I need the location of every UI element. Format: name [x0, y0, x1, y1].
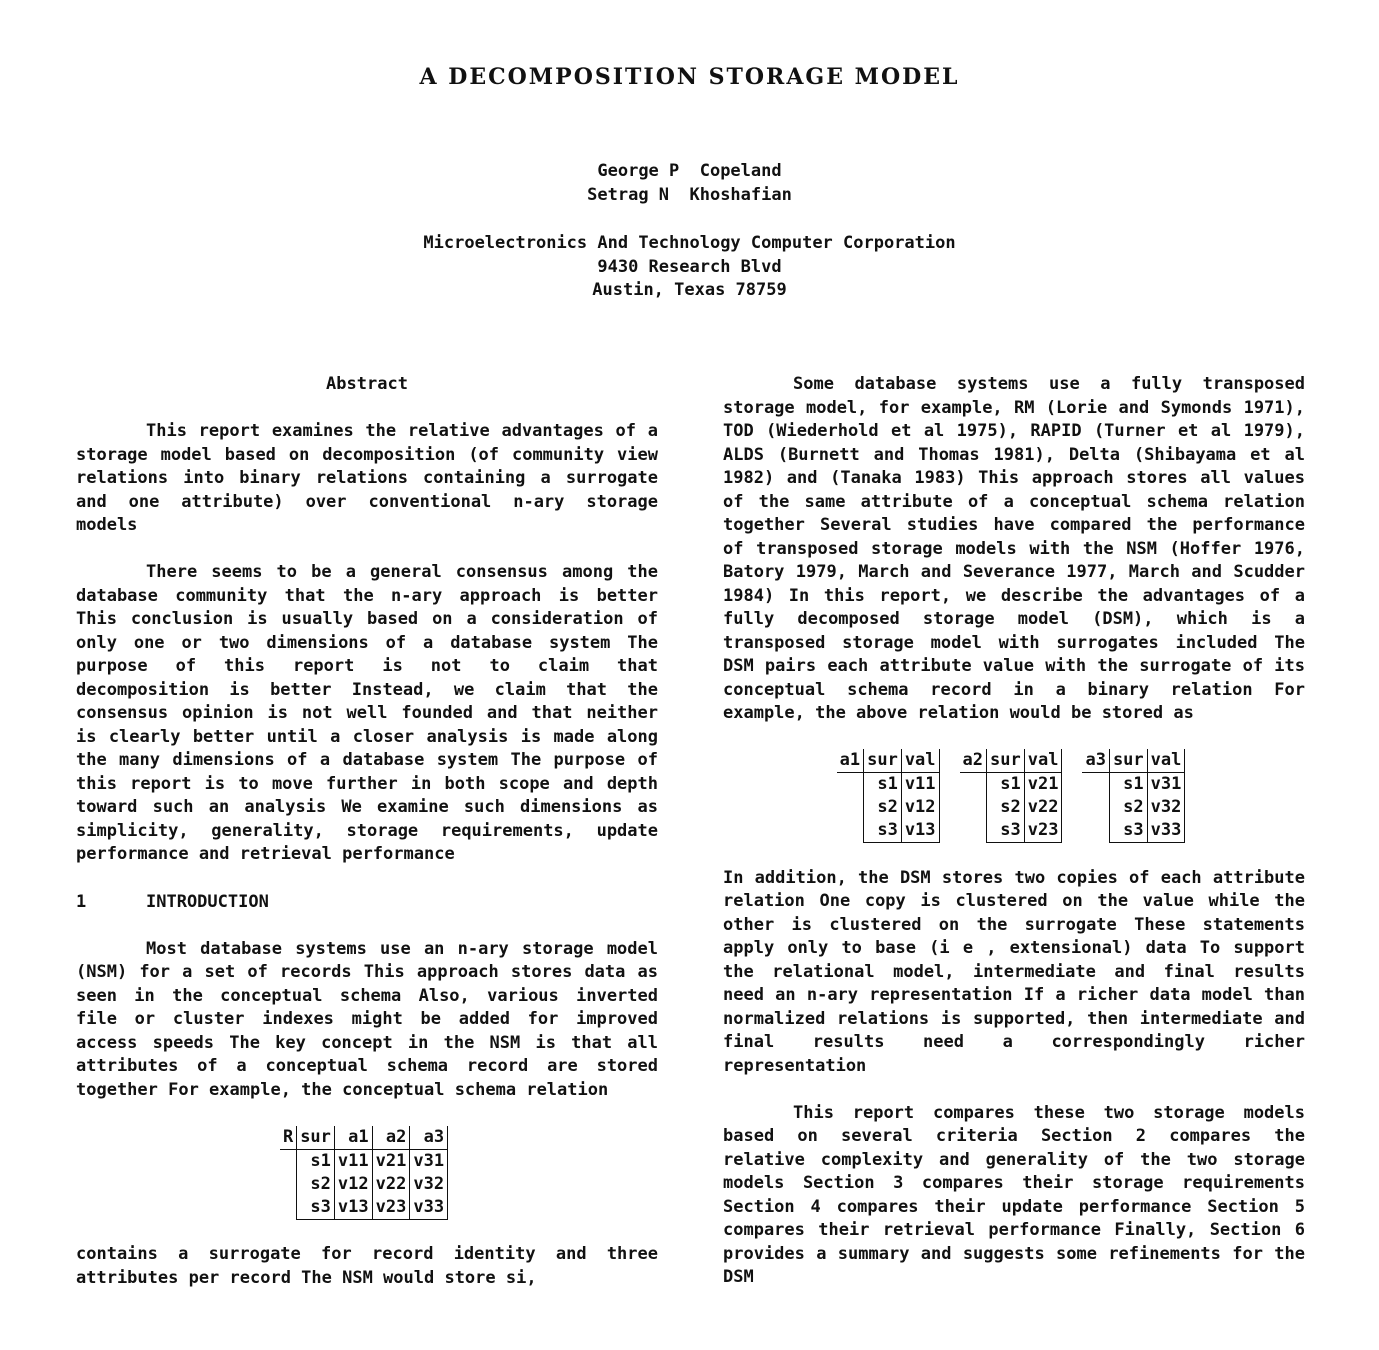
table-cell: v22 [372, 1173, 410, 1196]
table-cell: v13 [901, 819, 939, 843]
table-cell: v31 [1147, 773, 1185, 797]
relation-name: a1 [837, 749, 864, 773]
abstract-paragraph: There seems to be a general consensus among the database community that the n-ary approach is better This conclusion is usually based on a consideration of only one or two dimensions of a database system The purpose of this report is not to claim that decomposition is better Instead, we claim that the consensus opinion is not well founded and that neither is clearly better until a closer analysis is made along the many dimensions of a database system The purpose of this report is to move further in both scope and depth toward such an analysis We examine such dimensions as simplicity, generality, storage requirements, update performance and retrieval performance [76, 562, 658, 864]
section-title: INTRODUCTION [146, 891, 269, 912]
abstract-paragraph: This report examines the relative advantages of a storage model based on decomposition (of community view relations into binary relations containing a surrogate and one attribute) over conventional n-ary storage models [76, 421, 658, 535]
table-header-row [837, 749, 946, 773]
author-list [0, 160, 1379, 207]
table-cell: v11 [901, 773, 939, 797]
right-column [723, 373, 1305, 1313]
affiliation-line: 9430 Research Blvd [597, 256, 782, 277]
column-header: sur [987, 749, 1025, 773]
column-header: a3 [410, 1126, 448, 1150]
paper-title: A DECOMPOSITION STORAGE MODEL [419, 64, 960, 90]
table-row [280, 1196, 454, 1220]
abstract-heading: Abstract [326, 374, 408, 394]
table-row [960, 819, 1069, 843]
table-header-row [1082, 749, 1191, 773]
dsm-relation-tables [723, 749, 1305, 843]
column-header: sur [297, 1126, 335, 1150]
body-paragraph: Most database systems use an n-ary storage model (NSM) for a set of records This approach stores data as seen in the conceptual schema Also, various inverted file or cluster indexes might be added for improved access speeds The key concept in the NSM is that all attributes of a conceptual schema record are stored together For example, the conceptual schema relation [76, 938, 658, 1100]
table-cell: s2 [297, 1173, 335, 1196]
table-cell: s2 [864, 796, 902, 819]
dsm-relation-table [837, 749, 946, 843]
body-paragraph: In addition, the DSM stores two copies of each attribute relation One copy is clustered on the value while the other is clustered on the surrogate These statements apply only to base (i e , extensional) data To support the relational model, intermediate and final results need an n-ary representation If a richer data model than normalized relations is supported, then intermediate and final results need a correspondingly richer representation [723, 867, 1305, 1076]
body-paragraph: contains a surrogate for record identity and three attributes per record The NSM would store si, [76, 1244, 658, 1288]
table-cell: v21 [372, 1149, 410, 1173]
table-row [960, 796, 1069, 819]
table-row [960, 773, 1069, 797]
table-cell: v23 [372, 1196, 410, 1220]
table-cell: v32 [1147, 796, 1185, 819]
left-column [76, 373, 658, 1314]
table-row [837, 796, 946, 819]
table-cell: s3 [987, 819, 1025, 843]
nsm-relation-table [280, 1126, 454, 1220]
table-cell: v12 [334, 1173, 372, 1196]
dsm-relation-table [1082, 749, 1191, 843]
table-row [1082, 773, 1191, 797]
table-header-row [960, 749, 1069, 773]
table-row [1082, 819, 1191, 843]
table-cell: v33 [1147, 819, 1185, 843]
table-cell: v31 [410, 1149, 448, 1173]
affiliation [0, 232, 1379, 303]
table-row [280, 1149, 454, 1173]
table-cell: v23 [1024, 819, 1062, 843]
author-name: George P Copeland [597, 161, 782, 181]
table-cell: v12 [901, 796, 939, 819]
table-cell: v32 [410, 1173, 448, 1196]
body-paragraph: Some database systems use a fully transposed storage model, for example, RM (Lorie and Symonds 1971), TOD (Wiederhold et al 1975), RAPID (Turner et al 1979), ALDS (Burnett and Thomas 1981), Delta (Shibayama et al 1982) and (Tanaka 1983) This approach stores all values of the same attribute of a conceptual schema relation together Several studies have compared the performance of transposed storage models with the NSM (Hoffer 1976, Batory 1979, March and Severance 1977, March and Scudder 1984) In this report, we describe the advantages of a fully decomposed storage model (DSM), which is a transposed storage model with surrogates included The DSM pairs each attribute value with the surrogate of its conceptual schema record in a binary relation For example, the above relation would be stored as [723, 374, 1305, 723]
relation-name: R [280, 1126, 297, 1150]
affiliation-line: Austin, Texas 78759 [592, 280, 787, 300]
table-cell: v22 [1024, 796, 1062, 819]
table-cell: s3 [297, 1196, 335, 1220]
table-header-row [280, 1126, 454, 1150]
column-header: sur [864, 749, 902, 773]
author-name: Setrag N Khoshafian [587, 184, 792, 205]
table-cell: s1 [987, 773, 1025, 797]
table-cell: s3 [1109, 819, 1147, 843]
column-header: val [901, 749, 939, 773]
table-cell: s3 [864, 819, 902, 843]
table-cell: v13 [334, 1196, 372, 1220]
dsm-relation-table [960, 749, 1069, 843]
section-heading [76, 891, 658, 915]
table-cell: s2 [1109, 796, 1147, 819]
table-cell: v21 [1024, 773, 1062, 797]
table-row [837, 819, 946, 843]
body-paragraph: This report compares these two storage models based on several criteria Section 2 compares the relative complexity and generality of the two storage models Section 3 compares their storage requirements Section 4 compares their update performance Section 5 compares their retrieval performance Finally, Section 6 provides a summary and suggests some refinements for the DSM [723, 1102, 1305, 1287]
table-cell: v11 [334, 1149, 372, 1173]
table-cell: s1 [297, 1149, 335, 1173]
column-header: val [1147, 749, 1185, 773]
column-header: a2 [372, 1126, 410, 1150]
table-cell: s1 [1109, 773, 1147, 797]
column-header: a1 [334, 1126, 372, 1150]
table-row [1082, 796, 1191, 819]
relation-name: a2 [960, 749, 987, 773]
table-cell: v33 [410, 1196, 448, 1220]
column-header: val [1024, 749, 1062, 773]
affiliation-line: Microelectronics And Technology Computer Corporation [423, 233, 956, 253]
relation-name: a3 [1082, 749, 1109, 773]
table-cell: s2 [987, 796, 1025, 819]
table-row [837, 773, 946, 797]
table-cell: s1 [864, 773, 902, 797]
table-row [280, 1173, 454, 1196]
column-header: sur [1109, 749, 1147, 773]
section-number: 1 [76, 891, 87, 912]
